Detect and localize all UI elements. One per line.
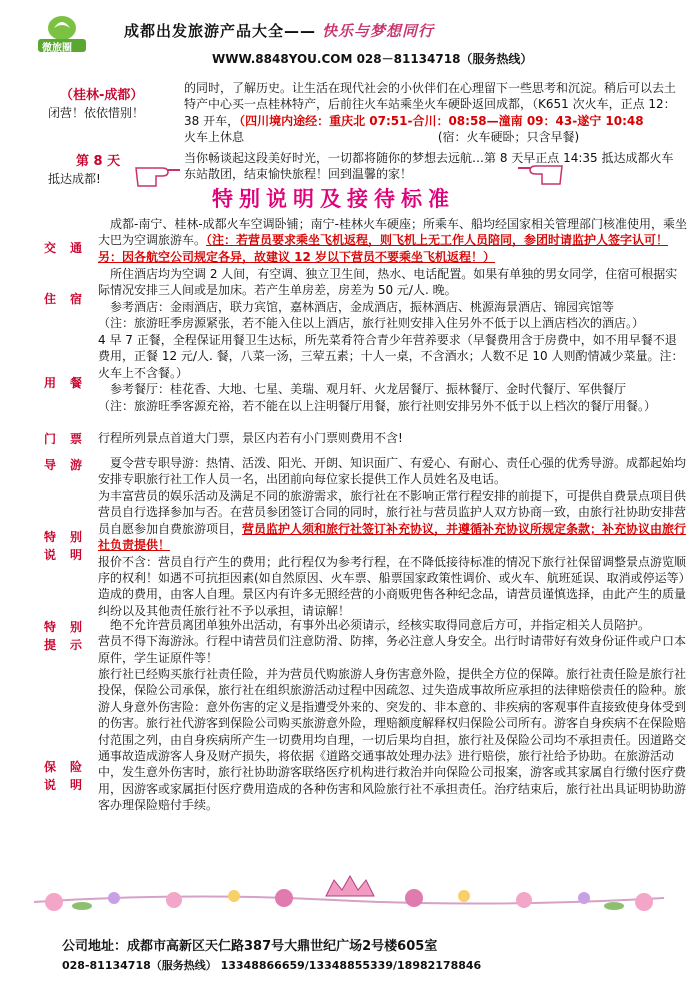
itinerary-paragraph-2: 当你畅谈起这段美好时光，一切都将随你的梦想去远航…第 8 天早正点 14:35 抵达成都火车东站散团，结束愉快旅程！回到温馨的家！: [184, 151, 674, 182]
footer-phones: 028-81134718（服务热线） 13348866659/13348855339/18982178846: [62, 959, 482, 972]
header-title: [124, 20, 434, 41]
traffic-body: 成都-南宁、桂林-成都火车空调卧铺；南宁-桂林火车硬座；所乘车、船均经国家相关管理部门核准使用，乘坐大巴为空调旅游车。: [98, 217, 687, 248]
tips-label-1: 特别: [44, 620, 97, 634]
lodging-text: [98, 266, 688, 332]
special-extra: 报价不含：营员自行产生的费用；此行程仅为参考行程，在不降低接待标准的情况下旅行社保留调整景点游览顺序的权利！如遇不可抗拒因素(如自然原因、火车票、船票国家政策性调价、或火车、航班延误、取消或停运等）造成的费用，由客人自理。景区内有许多无照经营的小商贩兜售各种纪念品，请营员谨慎选择，由此产生的质量纠纷以及其他责任旅行社不予以承担，请谅解！: [98, 554, 687, 618]
pointing-hand-icon: [516, 156, 564, 186]
pointing-hand-icon: [134, 158, 182, 188]
meal-text: [98, 332, 688, 414]
meal-label: 用餐: [44, 376, 97, 390]
section-title: 特别说明及接待标准: [212, 187, 455, 211]
insurance-label-1: 保险: [44, 760, 97, 774]
guide-text: 夏令营专职导游：热情、活泼、阳光、开朗、知识面广、有爱心、有耐心、责任心强的优秀导游。成都起始均安排专职旅行社工作人员一名，出团前向每位家长提供工作人员姓名及电话。: [98, 456, 687, 487]
special-label-1: 特别: [44, 530, 97, 544]
special-text: [98, 488, 688, 619]
special-note: 营员监护人须和旅行社签订补充协议，并遵循补充协议所规定条款；补充协议由旅行社负责提供！: [98, 521, 687, 553]
header-title-text: 成都出发旅游产品大全——: [124, 22, 317, 40]
insurance-text: 旅行社已经购买旅行社责任险，并为营员代购旅游人身伤害意外险，提供全方位的保障。旅行社责任险是旅行社投保，保险公司承保，旅行社在组织旅游活动过程中因疏忽、过失造成事故所应承担的法律赔偿责任的险种。旅游人身意外伤害险：意外伤害的定义是指遭受外来的、突发的、非本意的、非疾病的客观事件直接致使身体受到的伤害。旅行社代游客到保险公司购买旅游意外险，理赔额度解释权归保险公司所有。游客自身疾病不在保险赔付范围之列，由自身疾病所产生一切费用均自理，一切后果均自担，旅行社及保险公司均不承担责任。因道路交通事故造成游客人身及财产损失，将依据《道路交通事故处理办法》进行赔偿，旅行社给予协助。在旅游活动中，发生意外伤害时，旅行社协助游客联络医疗机构进行救治并向保险公司报案，游客或其家属自行缴付医疗费用，因游客或家属拒付医疗费用造成的各种伤害和风险旅行社不承担责任。治疗结束后，旅行社出具证明协助游客办理保险赔付手续。: [98, 667, 687, 813]
meal-restaurants: 参考餐厅：桂花香、大地、七星、美瑞、观月轩、火龙居餐厅、振林餐厅、金时代餐厅、军供餐厅: [110, 382, 627, 397]
day-8-label: 第 8 天: [76, 154, 121, 169]
ticket-text: 行程所列景点首道大门票，景区内若有小门票则费用不含!: [98, 431, 403, 445]
itinerary-p1-lodging: (宿：火车硬卧；只含早餐): [437, 129, 580, 144]
arrive-text: 抵达成都!: [48, 172, 101, 186]
lodging-label: 住宿: [44, 292, 97, 306]
special-label-2: 说明: [44, 548, 97, 562]
itinerary-p1-rest: 火车上休息: [184, 129, 245, 144]
footer-address: 公司地址：成都市高新区天仁路387号大鼎世纪广场2号楼605室: [62, 939, 438, 954]
special-body: [98, 488, 688, 554]
tips-body-1: 绝不允许营员离团单独外出活动，有事外出必须请示，经核实取得同意后方可，并指定相关人员陪护。: [110, 618, 651, 632]
floral-border-decoration: [34, 862, 664, 918]
header-slogan: 快乐与梦想同行: [322, 22, 435, 40]
lodging-note: （注：旅游旺季房源紧张，若不能入住以上酒店，旅行社则安排入住另外不低于以上酒店档次的酒店。）: [98, 316, 645, 331]
tips-body-2: 营员不得下海游泳。行程中请营员们注意防滑、防摔，务必注意人身安全。出行时请带好有效身份证件或户口本原件，学生证原件等！: [98, 634, 687, 665]
traffic-text: [98, 216, 688, 265]
tips-text: [98, 617, 688, 666]
route-label: （桂林-成都）: [60, 88, 144, 103]
meal-body: 4 早 7 正餐，全程保证用餐卫生达标，所先菜肴符合青少年营养要求（早餐费用含于房费中，如不用早餐不退费用，正餐 12 元/人. 餐，八菜一汤，三荤五素；十人一桌，不含酒水；人数不足 10 人则酌情减少菜量。注：火车上不含餐。）: [98, 333, 684, 380]
tips-label-2: 提示: [44, 638, 97, 652]
ticket-label: 门票: [44, 432, 97, 446]
itinerary-p1-text: 的同时，了解历史。让生活在现代社会的小伙伴们在心理留下一些思考和沉淀。稍后可以去土特产中心买一点桂林特产，后前往火车站乘坐火车硬卧返回成都，（K651 次火车，正点 12：38 开车，: [184, 81, 677, 128]
traffic-label: 交通: [44, 241, 97, 255]
traffic-note: （注：若营员要求乘坐飞机返程，则飞机上无工作人员陪同，参团时请监护人签字认可！另：因各航空公司规定各异，故建议 12 岁以下营员不要乘坐飞机返程！）: [98, 233, 669, 264]
special-body-text: 为丰富营员的娱乐活动及满足不同的旅游需求，旅行社在不影响正常行程安排的前提下，可提供自费景点项目供营员自行选择参加与否。在营员参团签订合同的同时，旅行社与营员监护人双方协商一致，由旅行社协助安排营员自愿参加自费旅游项目，: [98, 489, 687, 536]
farewell-text: 闭营！依依惜别！: [48, 106, 145, 120]
itinerary-paragraph-1: [184, 80, 682, 145]
itinerary-p1-route: （四川境内途经：重庆北 07:51-合川：08:58—潼南 09：43-遂宁 10:48: [239, 113, 644, 128]
lodging-hotels: 参考酒店：金雨酒店，联力宾馆，嘉林酒店，金成酒店，振林酒店、桃源海景酒店、锦园宾馆等: [110, 299, 615, 314]
company-logo: [20, 12, 104, 54]
logo-text: 微旅圈: [42, 43, 72, 54]
insurance-label-2: 说明: [44, 778, 97, 792]
lodging-body: 所住酒店均为空调 2 人间，有空调、独立卫生间，热水、电话配置。如果有单独的男女同学，住宿可根据实际情况安排三人间或是加床。若产生单房差，房差为 50 元/人. 晚。: [98, 267, 678, 298]
meal-note: （注：旅游旺季客源充裕，若不能在以上注明餐厅用餐，旅行社则安排另外不低于以上档次的餐厅用餐。）: [98, 398, 657, 413]
guide-label: 导游: [44, 458, 97, 472]
header-contact: WWW.8848YOU.COM 028－81134718（服务热线）: [212, 52, 533, 66]
